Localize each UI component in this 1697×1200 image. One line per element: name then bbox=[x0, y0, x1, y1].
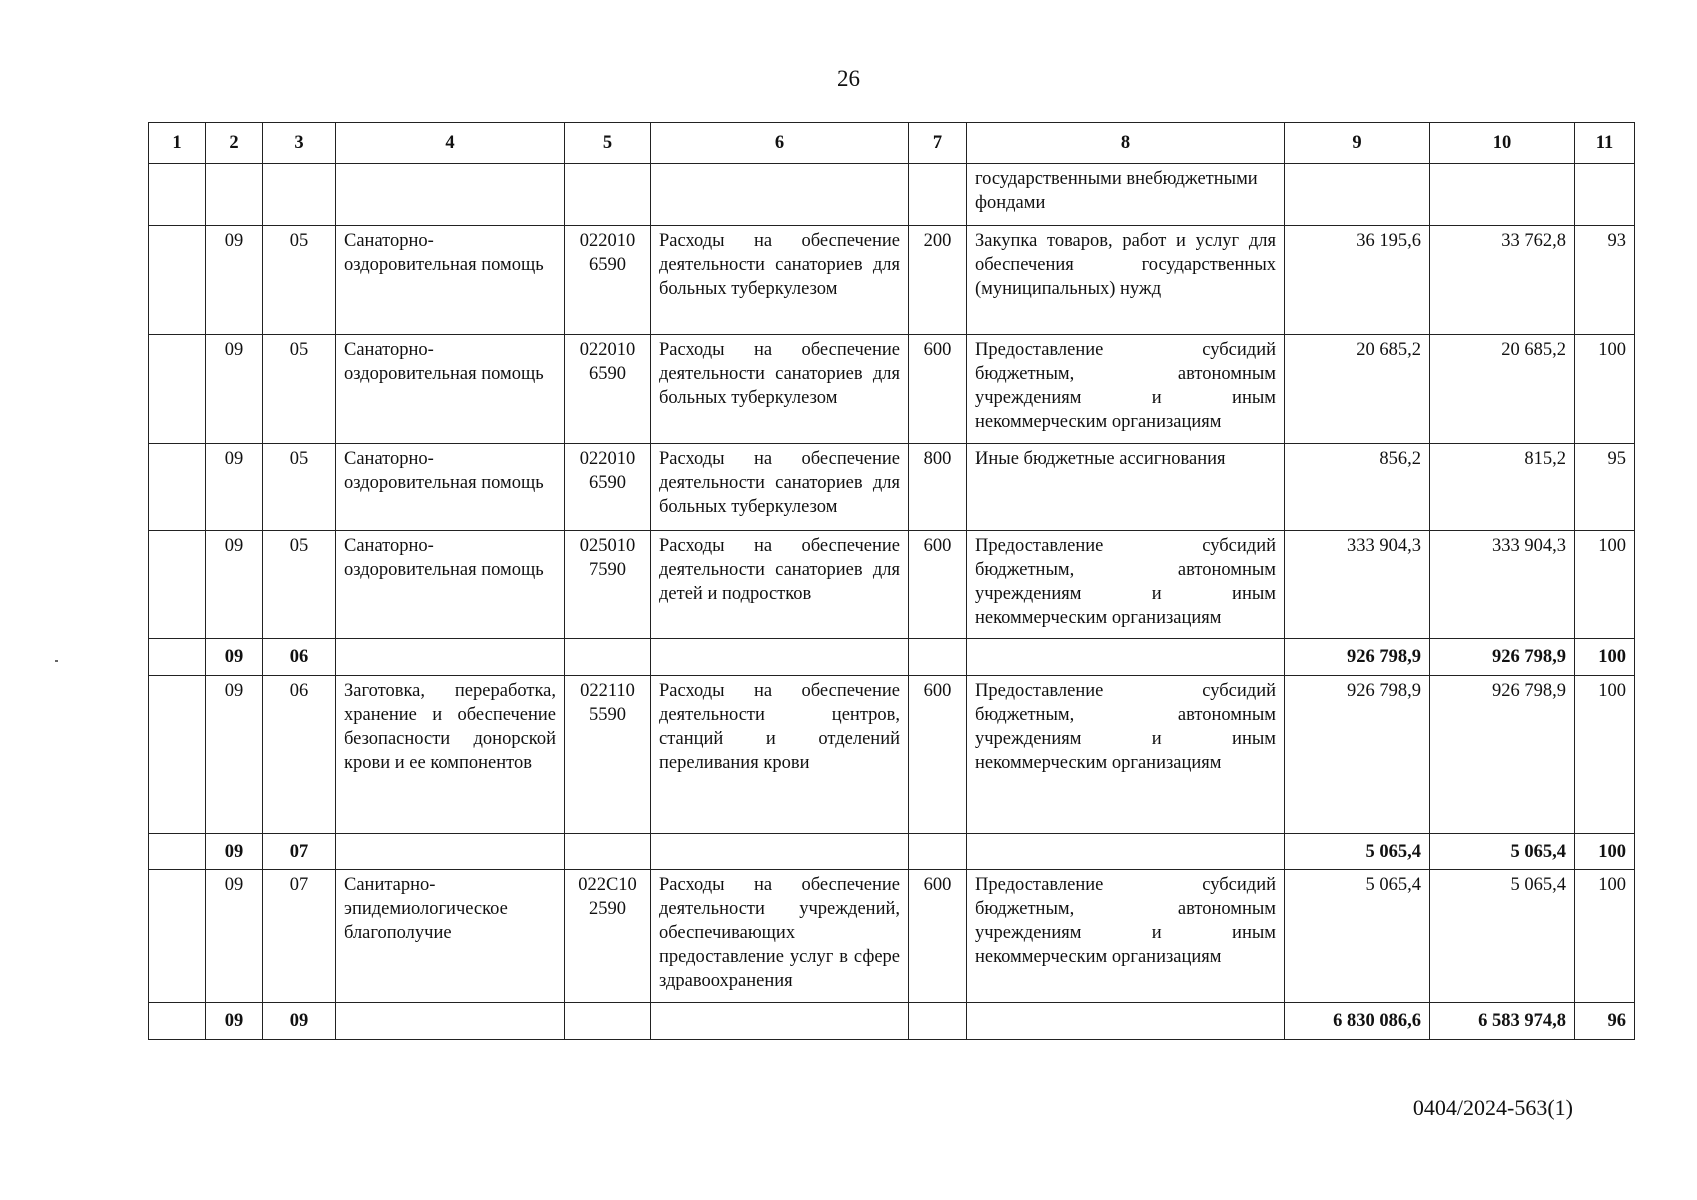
table-row-continuation bbox=[149, 164, 1635, 226]
table-row-subtotal bbox=[149, 834, 1635, 870]
cell-target-name bbox=[651, 639, 909, 676]
cell-target-code: 022010 6590 bbox=[565, 335, 651, 444]
cell-col1 bbox=[149, 676, 206, 834]
header-col-7: 7 bbox=[909, 123, 967, 164]
cell-target-code bbox=[565, 834, 651, 870]
cell-expense-code: 800 bbox=[909, 444, 967, 531]
document-id: 0404/2024-563(1) bbox=[1412, 1095, 1573, 1120]
cell-percent: 100 bbox=[1575, 870, 1635, 1003]
cell-expense-name: Закупка товаров, работ и услуг для обеспечения государственных (муниципальных) нужд bbox=[967, 226, 1285, 335]
header-col-1: 1 bbox=[149, 123, 206, 164]
cell-target-name: Расходы на обеспечение деятельности центров, станций и отделений переливания крови bbox=[651, 676, 909, 834]
cell-col1 bbox=[149, 1003, 206, 1040]
scan-speck bbox=[55, 660, 58, 662]
header-col-9: 9 bbox=[1285, 123, 1430, 164]
cell-actual-amount: 926 798,9 bbox=[1430, 639, 1575, 676]
cell-subsection: 06 bbox=[263, 676, 336, 834]
cell-col1 bbox=[149, 335, 206, 444]
cell-percent: 100 bbox=[1575, 639, 1635, 676]
cell-expense-code: 600 bbox=[909, 531, 967, 639]
cell-col1 bbox=[149, 226, 206, 335]
cell-actual-amount: 5 065,4 bbox=[1430, 834, 1575, 870]
cell-target-name: Расходы на обеспечение деятельности санаториев для больных туберкулезом bbox=[651, 226, 909, 335]
cell-percent: 100 bbox=[1575, 531, 1635, 639]
cell-section: 09 bbox=[206, 226, 263, 335]
cell-col1 bbox=[149, 870, 206, 1003]
cell-actual-amount: 33 762,8 bbox=[1430, 226, 1575, 335]
cell-target-code: 022010 6590 bbox=[565, 444, 651, 531]
cell-target-name bbox=[651, 1003, 909, 1040]
cell-percent bbox=[1575, 164, 1635, 226]
cell-subsection: 05 bbox=[263, 444, 336, 531]
cell-section: 09 bbox=[206, 1003, 263, 1040]
table-row bbox=[149, 335, 1635, 444]
cell-section: 09 bbox=[206, 834, 263, 870]
header-col-11: 11 bbox=[1575, 123, 1635, 164]
cell-target-code bbox=[565, 1003, 651, 1040]
cell-subsection: 05 bbox=[263, 531, 336, 639]
cell-percent: 100 bbox=[1575, 335, 1635, 444]
table-row-subtotal bbox=[149, 1003, 1635, 1040]
cell-expense-name: Предоставление субсидий бюджетным, автономным учреждениям и иным некоммерческим организациям bbox=[967, 531, 1285, 639]
cell-subsection-name bbox=[336, 164, 565, 226]
cell-plan-amount: 856,2 bbox=[1285, 444, 1430, 531]
cell-subsection-name: Санаторно-оздоровительная помощь bbox=[336, 444, 565, 531]
cell-subsection-name bbox=[336, 1003, 565, 1040]
cell-target-name: Расходы на обеспечение деятельности санаториев для больных туберкулезом bbox=[651, 444, 909, 531]
cell-target-name: Расходы на обеспечение деятельности учреждений, обеспечивающих предоставление услуг в сфере здравоохранения bbox=[651, 870, 909, 1003]
cell-col1 bbox=[149, 639, 206, 676]
cell-expense-name: Предоставление субсидий бюджетным, автономным учреждениям и иным некоммерческим организациям bbox=[967, 335, 1285, 444]
cell-expense-code: 200 bbox=[909, 226, 967, 335]
cell-actual-amount: 333 904,3 bbox=[1430, 531, 1575, 639]
cell-subsection-name: Санаторно-оздоровительная помощь bbox=[336, 531, 565, 639]
cell-expense-name: Предоставление субсидий бюджетным, автономным учреждениям и иным некоммерческим организациям bbox=[967, 870, 1285, 1003]
cell-expense-code: 600 bbox=[909, 870, 967, 1003]
cell-actual-amount: 815,2 bbox=[1430, 444, 1575, 531]
cell-percent: 93 bbox=[1575, 226, 1635, 335]
cell-section: 09 bbox=[206, 335, 263, 444]
cell-col1 bbox=[149, 164, 206, 226]
table-row bbox=[149, 676, 1635, 834]
cell-subsection: 07 bbox=[263, 870, 336, 1003]
cell-subsection-name bbox=[336, 639, 565, 676]
cell-col1 bbox=[149, 531, 206, 639]
cell-plan-amount: 20 685,2 bbox=[1285, 335, 1430, 444]
header-col-5: 5 bbox=[565, 123, 651, 164]
cell-section bbox=[206, 164, 263, 226]
cell-target-code bbox=[565, 164, 651, 226]
header-col-8: 8 bbox=[967, 123, 1285, 164]
cell-actual-amount: 926 798,9 bbox=[1430, 676, 1575, 834]
cell-expense-code: 600 bbox=[909, 335, 967, 444]
header-col-2: 2 bbox=[206, 123, 263, 164]
cell-target-name bbox=[651, 164, 909, 226]
table-row bbox=[149, 870, 1635, 1003]
cell-expense-name bbox=[967, 1003, 1285, 1040]
cell-expense-name bbox=[967, 639, 1285, 676]
cell-plan-amount: 926 798,9 bbox=[1285, 676, 1430, 834]
cell-section: 09 bbox=[206, 676, 263, 834]
cell-target-name: Расходы на обеспечение деятельности санаториев для детей и подростков bbox=[651, 531, 909, 639]
cell-section: 09 bbox=[206, 531, 263, 639]
table-row bbox=[149, 444, 1635, 531]
cell-subsection-name bbox=[336, 834, 565, 870]
cell-target-code: 025010 7590 bbox=[565, 531, 651, 639]
cell-target-code: 022110 5590 bbox=[565, 676, 651, 834]
cell-plan-amount: 6 830 086,6 bbox=[1285, 1003, 1430, 1040]
cell-subsection: 05 bbox=[263, 335, 336, 444]
cell-subsection-name: Санитарно-эпидемиологическое благополучие bbox=[336, 870, 565, 1003]
header-col-10: 10 bbox=[1430, 123, 1575, 164]
budget-table bbox=[148, 122, 1635, 1040]
cell-expense-code bbox=[909, 164, 967, 226]
cell-percent: 100 bbox=[1575, 834, 1635, 870]
cell-target-code: 022С10 2590 bbox=[565, 870, 651, 1003]
cell-subsection: 05 bbox=[263, 226, 336, 335]
cell-percent: 96 bbox=[1575, 1003, 1635, 1040]
table-row bbox=[149, 226, 1635, 335]
cell-subsection: 09 bbox=[263, 1003, 336, 1040]
cell-actual-amount: 5 065,4 bbox=[1430, 870, 1575, 1003]
cell-expense-code bbox=[909, 1003, 967, 1040]
cell-actual-amount: 20 685,2 bbox=[1430, 335, 1575, 444]
cell-plan-amount: 926 798,9 bbox=[1285, 639, 1430, 676]
header-col-4: 4 bbox=[336, 123, 565, 164]
cell-percent: 100 bbox=[1575, 676, 1635, 834]
cell-subsection: 07 bbox=[263, 834, 336, 870]
cell-target-name bbox=[651, 834, 909, 870]
cell-subsection-name: Санаторно-оздоровительная помощь bbox=[336, 335, 565, 444]
cell-target-name: Расходы на обеспечение деятельности санаториев для больных туберкулезом bbox=[651, 335, 909, 444]
cell-expense-code bbox=[909, 834, 967, 870]
cell-col1 bbox=[149, 834, 206, 870]
header-row bbox=[149, 123, 1635, 164]
cell-plan-amount: 5 065,4 bbox=[1285, 870, 1430, 1003]
cell-actual-amount bbox=[1430, 164, 1575, 226]
cell-subsection-name: Санаторно-оздоровительная помощь bbox=[336, 226, 565, 335]
table-row bbox=[149, 531, 1635, 639]
cell-expense-code: 600 bbox=[909, 676, 967, 834]
cell-subsection-name: Заготовка, переработка, хранение и обеспечение безопасности донорской крови и ее компонентов bbox=[336, 676, 565, 834]
cell-target-code: 022010 6590 bbox=[565, 226, 651, 335]
cell-percent: 95 bbox=[1575, 444, 1635, 531]
cell-target-code bbox=[565, 639, 651, 676]
cell-expense-name bbox=[967, 834, 1285, 870]
cell-section: 09 bbox=[206, 870, 263, 1003]
cell-subsection bbox=[263, 164, 336, 226]
cell-subsection: 06 bbox=[263, 639, 336, 676]
cell-expense-name: Предоставление субсидий бюджетным, автономным учреждениям и иным некоммерческим организациям bbox=[967, 676, 1285, 834]
page-number: 26 bbox=[837, 66, 860, 91]
header-col-6: 6 bbox=[651, 123, 909, 164]
cell-plan-amount: 36 195,6 bbox=[1285, 226, 1430, 335]
cell-expense-code bbox=[909, 639, 967, 676]
cell-plan-amount: 333 904,3 bbox=[1285, 531, 1430, 639]
header-col-3: 3 bbox=[263, 123, 336, 164]
cell-plan-amount bbox=[1285, 164, 1430, 226]
cell-actual-amount: 6 583 974,8 bbox=[1430, 1003, 1575, 1040]
cell-plan-amount: 5 065,4 bbox=[1285, 834, 1430, 870]
cell-expense-name: Иные бюджетные ассигнования bbox=[967, 444, 1285, 531]
cell-col1 bbox=[149, 444, 206, 531]
cell-section: 09 bbox=[206, 639, 263, 676]
table-row-subtotal bbox=[149, 639, 1635, 676]
cell-section: 09 bbox=[206, 444, 263, 531]
cell-expense-name: государственными внебюджетными фондами bbox=[967, 164, 1285, 226]
